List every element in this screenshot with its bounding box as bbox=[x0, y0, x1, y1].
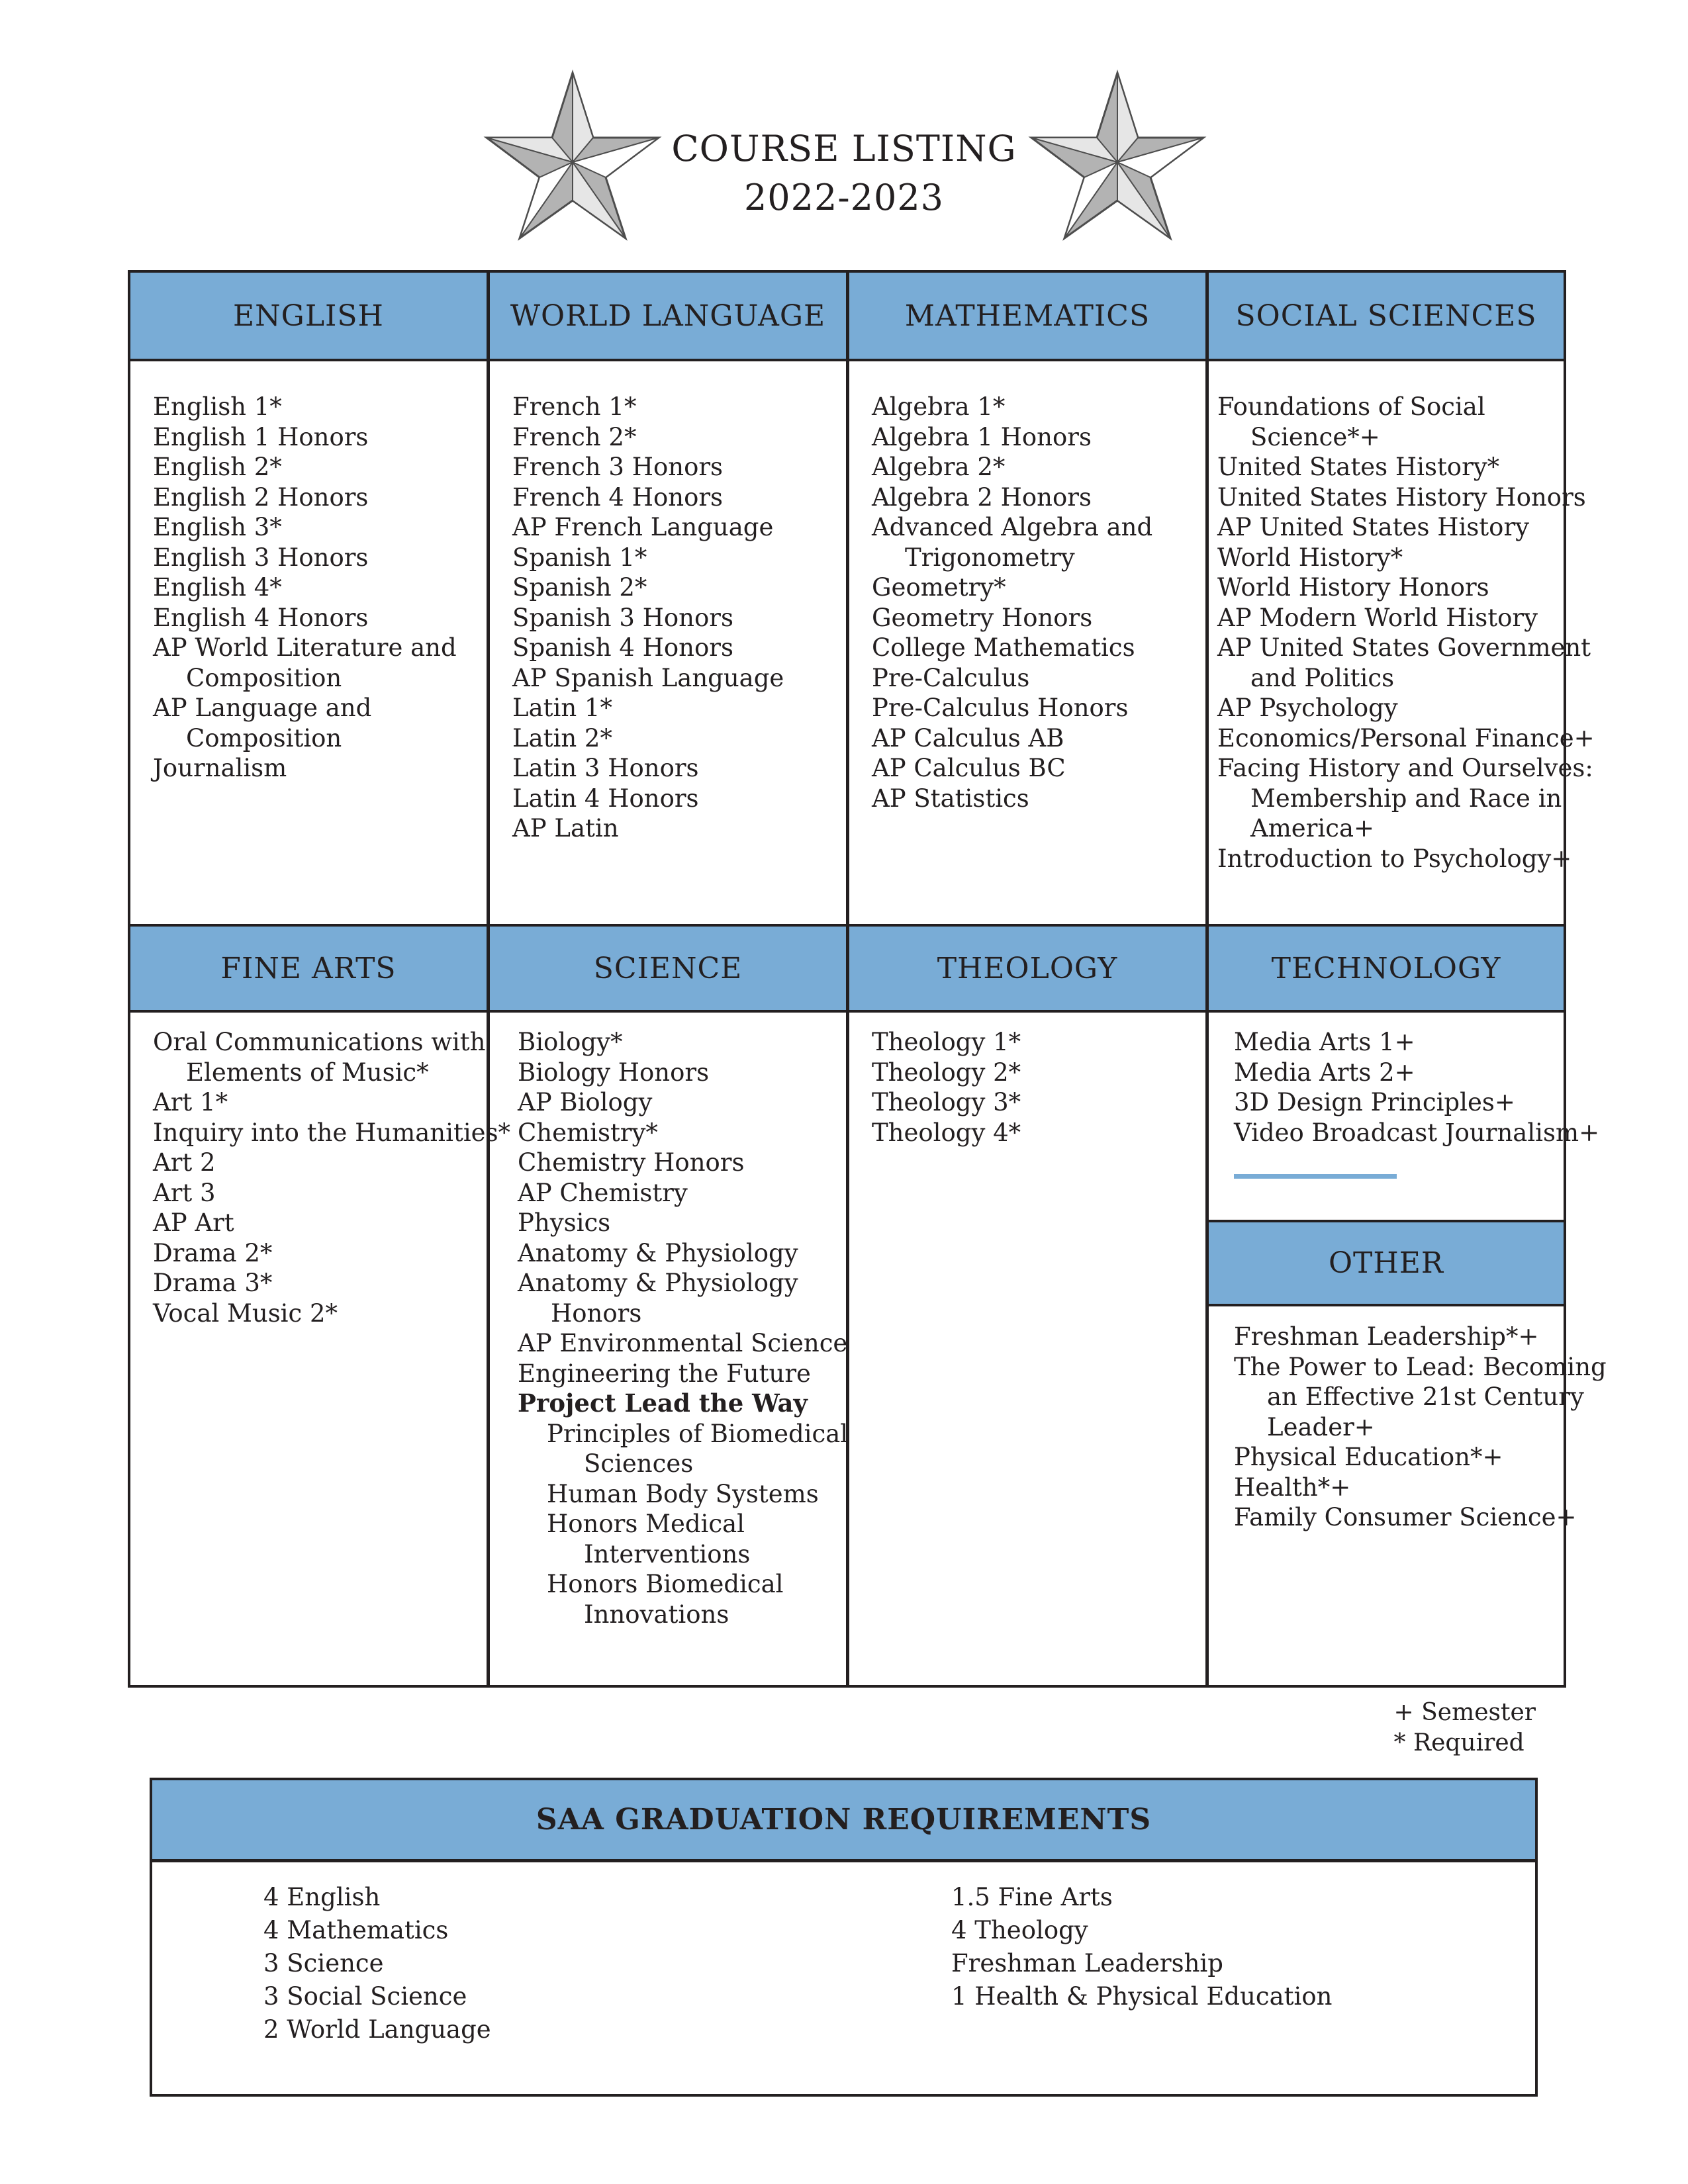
course-item: AP Biology bbox=[518, 1088, 653, 1116]
course-item: Latin 2* bbox=[512, 723, 612, 752]
heading-world-language: WORLD LANGUAGE bbox=[490, 273, 846, 361]
science-course-list bbox=[518, 1027, 848, 1629]
course-item: Algebra 1* bbox=[872, 392, 1006, 421]
course-item: World History* bbox=[1217, 543, 1403, 572]
course-item: Algebra 2 Honors bbox=[872, 482, 1092, 512]
course-item: Geometry Honors bbox=[872, 603, 1093, 632]
course-item: English 3 Honors bbox=[153, 543, 369, 572]
course-item: Inquiry into the Humanities* bbox=[153, 1118, 511, 1147]
legend bbox=[1394, 1698, 1536, 1758]
course-item: The Power to Lead: Becoming bbox=[1234, 1352, 1607, 1381]
requirement-item: Freshman Leadership bbox=[951, 1949, 1223, 1978]
course-item: Spanish 2* bbox=[512, 573, 647, 602]
course-item: French 1* bbox=[512, 392, 637, 421]
course-item: Leader+ bbox=[1267, 1412, 1375, 1441]
course-item: Pre-Calculus Honors bbox=[872, 694, 1129, 722]
course-item: Introduction to Psychology+ bbox=[1217, 844, 1572, 873]
title-line-2: 2022-2023 bbox=[743, 177, 945, 218]
course-item: Chemistry* bbox=[518, 1118, 658, 1147]
requirement-item: 2 World Language bbox=[263, 2015, 491, 2044]
course-item: Algebra 2* bbox=[872, 453, 1006, 481]
course-item: Sciences bbox=[584, 1449, 694, 1478]
course-item: Innovations bbox=[584, 1600, 729, 1629]
course-item: Pre-Calculus bbox=[872, 663, 1030, 692]
course-item: AP Psychology bbox=[1217, 694, 1398, 722]
course-item: America+ bbox=[1250, 814, 1375, 842]
title-line-1: COURSE LISTING bbox=[671, 128, 1017, 169]
course-item: and Politics bbox=[1250, 663, 1395, 692]
heading-mathematics: MATHEMATICS bbox=[849, 273, 1205, 361]
english-course-list bbox=[153, 392, 457, 784]
course-item: Latin 4 Honors bbox=[512, 784, 699, 813]
course-item: Algebra 1 Honors bbox=[872, 422, 1092, 451]
course-item: Theology 3* bbox=[872, 1088, 1021, 1116]
course-item: Advanced Algebra and bbox=[872, 513, 1153, 541]
course-item: English 3* bbox=[153, 513, 282, 541]
requirement-item: 1 Health & Physical Education bbox=[951, 1982, 1333, 2011]
course-item: United States History Honors bbox=[1217, 482, 1586, 512]
course-item: AP Art bbox=[153, 1208, 234, 1237]
course-item: AP Environmental Science bbox=[518, 1329, 848, 1357]
course-item: Journalism bbox=[153, 754, 287, 782]
course-item: Project Lead the Way bbox=[518, 1388, 808, 1418]
heading-fine-arts: FINE ARTS bbox=[130, 924, 487, 1013]
course-item: French 2* bbox=[512, 422, 637, 451]
course-item: 3D Design Principles+ bbox=[1234, 1088, 1515, 1116]
course-item: Science*+ bbox=[1250, 422, 1380, 451]
theology-course-list bbox=[872, 1027, 1021, 1148]
heading-theology: THEOLOGY bbox=[849, 924, 1205, 1013]
mathematics-course-list bbox=[872, 392, 1152, 813]
course-item: Physics bbox=[518, 1208, 611, 1237]
course-item: Trigonometry bbox=[905, 543, 1075, 572]
course-item: AP Spanish Language bbox=[512, 663, 784, 692]
heading-science: SCIENCE bbox=[490, 924, 846, 1013]
course-item: Theology 2* bbox=[872, 1058, 1021, 1087]
requirement-item: 4 English bbox=[263, 1883, 381, 1911]
course-item: English 4 Honors bbox=[153, 603, 369, 632]
requirement-item: 4 Mathematics bbox=[263, 1916, 449, 1944]
course-item: Foundations of Social bbox=[1217, 392, 1485, 421]
course-item: AP French Language bbox=[512, 513, 774, 541]
course-item: Physical Education*+ bbox=[1234, 1443, 1503, 1471]
column-divider bbox=[487, 273, 490, 1685]
column-divider bbox=[1205, 273, 1209, 1685]
course-item: Geometry* bbox=[872, 573, 1006, 602]
course-item: English 2 Honors bbox=[153, 482, 369, 512]
course-item: Chemistry Honors bbox=[518, 1148, 745, 1177]
course-item: AP Statistics bbox=[872, 784, 1029, 813]
course-item: Theology 1* bbox=[872, 1028, 1021, 1056]
course-item: Interventions bbox=[584, 1539, 751, 1569]
course-item: Theology 4* bbox=[872, 1118, 1021, 1147]
course-item: Drama 3* bbox=[153, 1269, 273, 1297]
course-item: Elements of Music* bbox=[186, 1058, 429, 1087]
heading-other: OTHER bbox=[1209, 1220, 1564, 1306]
course-item: Family Consumer Science+ bbox=[1234, 1503, 1577, 1531]
course-item: Health*+ bbox=[1234, 1473, 1351, 1502]
course-item: Art 2 bbox=[153, 1148, 216, 1177]
course-item: Latin 3 Honors bbox=[512, 754, 699, 782]
legend-semester: + Semester bbox=[1393, 1699, 1536, 1726]
course-item: AP United States Government bbox=[1217, 633, 1591, 662]
course-item: Biology Honors bbox=[518, 1058, 710, 1087]
course-item: Honors bbox=[551, 1298, 642, 1328]
course-item: AP Calculus BC bbox=[872, 754, 1066, 782]
course-item: English 4* bbox=[153, 573, 282, 602]
course-item: Oral Communications with bbox=[153, 1028, 486, 1056]
course-item: Video Broadcast Journalism+ bbox=[1234, 1118, 1600, 1147]
requirement-item: 3 Social Science bbox=[263, 1982, 467, 2011]
course-item: College Mathematics bbox=[872, 633, 1135, 662]
course-item: Media Arts 1+ bbox=[1234, 1028, 1415, 1056]
course-item: Composition bbox=[186, 663, 342, 692]
course-item: AP Calculus AB bbox=[872, 723, 1064, 752]
course-item: Human Body Systems bbox=[547, 1479, 819, 1508]
course-item: English 1* bbox=[153, 392, 282, 421]
course-item: Drama 2* bbox=[153, 1238, 273, 1267]
graduation-requirements bbox=[150, 1778, 1538, 2097]
course-item: Spanish 3 Honors bbox=[512, 603, 733, 632]
course-item: Vocal Music 2* bbox=[153, 1298, 338, 1328]
social-sciences-course-list bbox=[1217, 392, 1595, 874]
course-item: an Effective 21st Century bbox=[1267, 1383, 1584, 1411]
course-item: Freshman Leadership*+ bbox=[1234, 1322, 1539, 1351]
requirements-left-list bbox=[263, 1881, 491, 2046]
course-item: Facing History and Ourselves: bbox=[1217, 754, 1593, 782]
course-item: French 3 Honors bbox=[512, 453, 724, 481]
course-item: Spanish 1* bbox=[512, 543, 647, 572]
course-item: Membership and Race in bbox=[1250, 784, 1562, 813]
course-item: Composition bbox=[186, 723, 342, 752]
course-item: Art 3 bbox=[153, 1178, 216, 1207]
course-grid bbox=[128, 270, 1607, 1688]
course-item: AP Language and bbox=[153, 694, 372, 722]
course-item: English 1 Honors bbox=[153, 422, 369, 451]
course-item: Engineering the Future bbox=[518, 1359, 811, 1388]
course-item: Principles of Biomedical bbox=[547, 1419, 849, 1448]
course-item: AP United States History bbox=[1217, 513, 1530, 541]
requirement-item: 1.5 Fine Arts bbox=[951, 1883, 1113, 1911]
course-item: Media Arts 2+ bbox=[1234, 1058, 1415, 1087]
course-item: Honors Medical bbox=[547, 1510, 745, 1538]
course-item: Biology* bbox=[518, 1028, 623, 1056]
requirement-item: 4 Theology bbox=[951, 1916, 1088, 1944]
course-item: AP Modern World History bbox=[1217, 603, 1538, 632]
course-item: Latin 1* bbox=[512, 694, 612, 722]
legend-required: * Required bbox=[1393, 1729, 1524, 1756]
course-item: Economics/Personal Finance+ bbox=[1217, 723, 1595, 752]
course-item: Spanish 4 Honors bbox=[512, 633, 733, 662]
heading-english: ENGLISH bbox=[130, 273, 487, 361]
course-item: AP Latin bbox=[512, 814, 619, 842]
other-course-list bbox=[1234, 1322, 1607, 1533]
course-item: World History Honors bbox=[1217, 573, 1489, 602]
course-item: English 2* bbox=[153, 453, 282, 481]
requirements-right-list bbox=[951, 1881, 1332, 2013]
fine-arts-course-list bbox=[153, 1027, 510, 1328]
requirement-item: 3 Science bbox=[263, 1949, 384, 1978]
technology-course-list bbox=[1234, 1027, 1599, 1148]
course-item: AP World Literature and bbox=[153, 633, 457, 662]
page-title bbox=[0, 124, 1688, 222]
course-item: Honors Biomedical bbox=[547, 1570, 784, 1598]
course-item: Anatomy & Physiology bbox=[518, 1269, 798, 1297]
requirements-heading: SAA GRADUATION REQUIREMENTS bbox=[152, 1780, 1535, 1862]
heading-technology: TECHNOLOGY bbox=[1209, 924, 1564, 1013]
course-item: French 4 Honors bbox=[512, 482, 724, 512]
course-item: AP Chemistry bbox=[518, 1178, 688, 1207]
course-item: United States History* bbox=[1217, 453, 1500, 481]
technology-divider-rule bbox=[1234, 1174, 1397, 1179]
heading-social-sciences: SOCIAL SCIENCES bbox=[1209, 273, 1564, 361]
course-item: Art 1* bbox=[153, 1088, 228, 1116]
course-item: Anatomy & Physiology bbox=[518, 1238, 798, 1267]
world-language-course-list bbox=[512, 392, 784, 844]
